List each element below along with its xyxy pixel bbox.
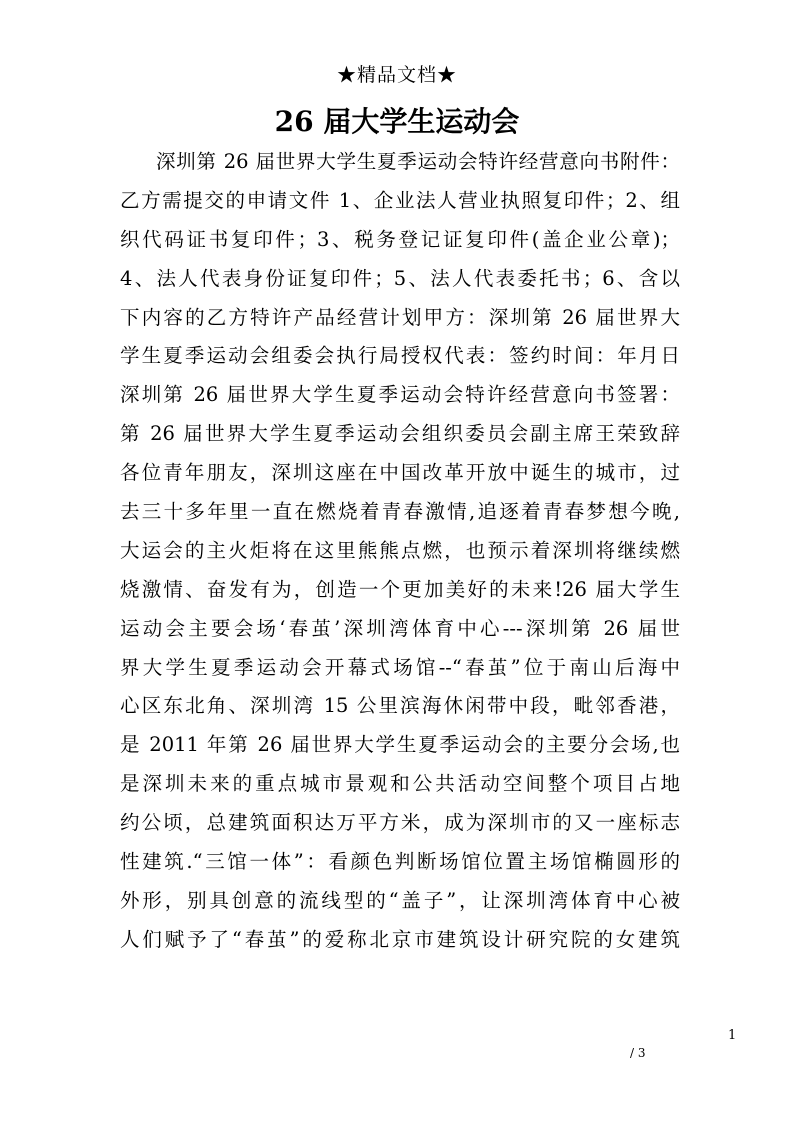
body-line: 大运会的主火炬将在这里熊熊点燃，也预示着深圳将继续燃: [120, 538, 680, 562]
body-line: 深圳第 26 届世界大学生夏季运动会特许经营意向书附件：: [156, 150, 680, 173]
body-line: 乙方需提交的申请文件 1、企业法人营业执照复印件；2、组: [120, 188, 680, 212]
body-line: 第 26 届世界大学生夏季运动会组织委员会副主席王荣致辞: [120, 422, 680, 446]
document-title: 26 届大学生运动会: [274, 105, 520, 138]
body-line: 去三十多年里一直在燃烧着青春激情,追逐着青春梦想今晚,: [120, 500, 680, 524]
body-line: 是深圳未来的重点城市景观和公共活动空间整个项目占地: [120, 772, 680, 796]
body-line: 4、法人代表身份证复印件；5、法人代表委托书；6、含以: [120, 266, 680, 290]
body-line: 心区东北角、深圳湾 15 公里滨海休闲带中段，毗邻香港，: [120, 694, 680, 718]
body-line: 各位青年朋友，深圳这座在中国改革开放中诞生的城市，过: [120, 461, 680, 485]
header-banner: ★精品文档★: [336, 64, 457, 86]
page-number: 1: [728, 1028, 737, 1043]
body-line: 约公顷，总建筑面积达万平方米，成为深圳市的又一座标志: [120, 811, 680, 835]
body-line: 学生夏季运动会组委会执行局授权代表：签约时间：年月日: [120, 344, 680, 368]
body-line: 烧激情、奋发有为，创造一个更加美好的未来!26 届大学生: [120, 577, 680, 601]
body-line: 织代码证书复印件；3、税务登记证复印件(盖企业公章)；: [120, 227, 680, 251]
body-line: 下内容的乙方特许产品经营计划甲方：深圳第 26 届世界大: [120, 305, 680, 329]
body-line: 人们赋予了“春茧”的爱称北京市建筑设计研究院的女建筑: [120, 927, 680, 951]
body-line: 是 2011 年第 26 届世界大学生夏季运动会的主要分会场,也: [120, 733, 680, 757]
body-line: 性建筑.“三馆一体”：看颜色判断场馆位置主场馆椭圆形的: [120, 850, 680, 874]
body-line: 深圳第 26 届世界大学生夏季运动会特许经营意向书签署：: [120, 383, 680, 407]
document-body: [120, 143, 680, 960]
body-line: 外形，别具创意的流线型的“盖子”，让深圳湾体育中心被: [120, 888, 680, 912]
body-line: 界大学生夏季运动会开幕式场馆--“春茧”位于南山后海中: [120, 655, 680, 679]
page-count: / 3: [630, 1046, 646, 1060]
body-line: 运动会主要会场‘春茧’深圳湾体育中心---深圳第 26 届世: [120, 616, 680, 640]
